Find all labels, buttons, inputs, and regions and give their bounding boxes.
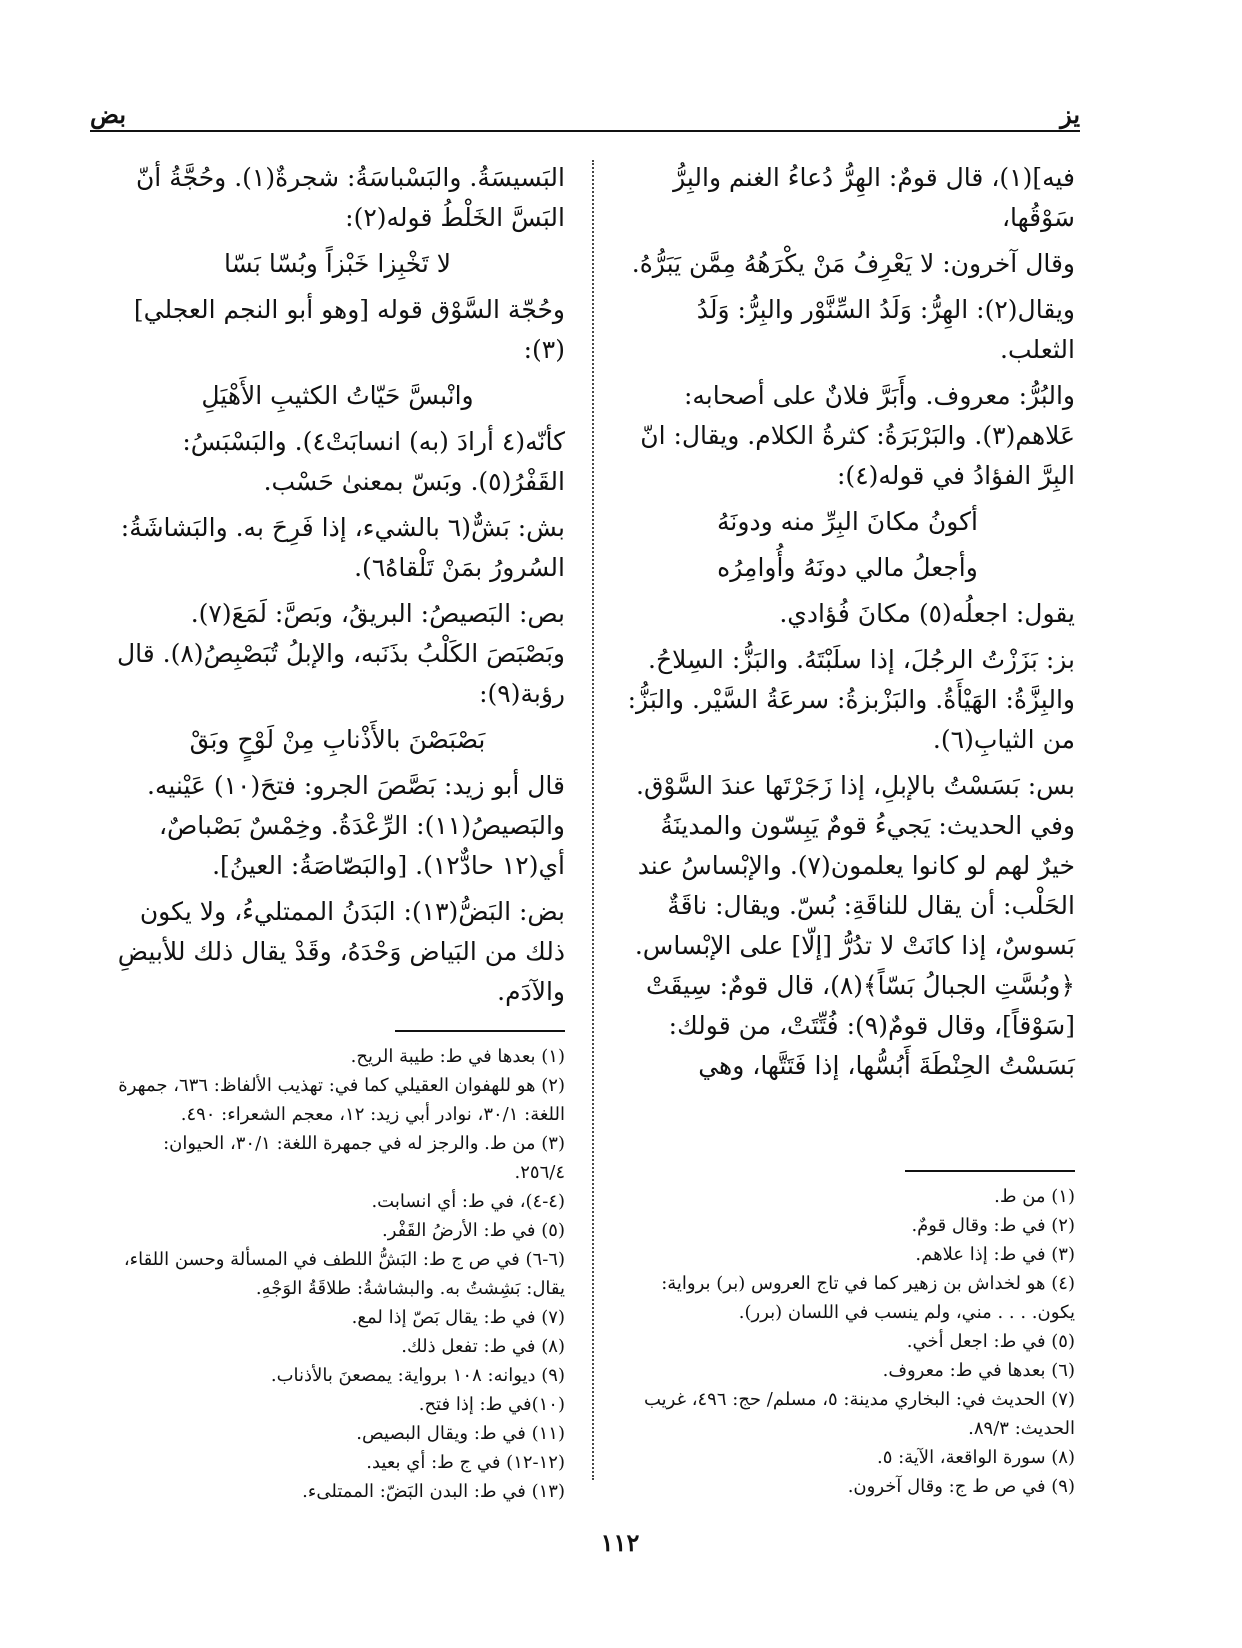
- page-number: ١١٢: [600, 1528, 640, 1557]
- verse-line: لا تَخْبِزا خَبْزاً وبُسّا بَسّا: [224, 249, 451, 278]
- verse-line: بَصْبَصْنَ بالأَذْنابِ مِنْ لَوْحٍ وبَقْ: [189, 725, 486, 754]
- left-column: [110, 158, 565, 1502]
- footnote: (١٢-١٢) في ج ط: أي بعيد.: [366, 1452, 565, 1473]
- paragraph: البَسيسَةُ. والبَسْباسَةُ: شجرةٌ(١). وحُجَّةُ أنّ البَسَّ الخَلْطُ قوله(٢):: [135, 163, 565, 232]
- running-header: [90, 100, 1080, 132]
- column-divider: [592, 160, 594, 1480]
- footnote: (٧) الحديث في: البخاري مدينة: ٥، مسلم/ حج: ٤٩٦، غريب الحديث: ٨٩/٣.: [643, 1389, 1075, 1439]
- left-column-text: [110, 158, 565, 1012]
- verse-line: أكونُ مكانَ البِرِّ منه ودونَهُ: [717, 507, 978, 536]
- footnote: (١) بعدها في ط: طيبة الريح.: [350, 1046, 565, 1067]
- paragraph: ويقال(٢): الهِرُّ: وَلَدُ السِّنَّوْر والبِرُّ: وَلَدُ الثعلب.: [696, 295, 1075, 364]
- paragraph: وقال آخرون: لا يَعْرِفُ مَنْ يكْرَهُهُ مِمَّن يَبَرُّهُ.: [631, 249, 1075, 278]
- footnote: (٥) في ط: الأرضُ القَفْر.: [381, 1220, 565, 1241]
- footnote: (٤-٤)، في ط: أي انسابت.: [371, 1191, 565, 1212]
- paragraph: يقول: اجعلُه(٥) مكانَ فُؤادي.: [779, 599, 1075, 628]
- footnote: (٣) في ط: إذا علاهم.: [915, 1244, 1075, 1265]
- footnote-rule: [905, 1170, 1075, 1172]
- header-right-word: يز: [1060, 100, 1080, 129]
- entry-bad: بض: البَضُّ(١٣): البَدَنُ الممتليءُ، ولا يكون ذلك من البَياض وَحْدَهُ، وقَدْ يقال ذلك للأبيضِ والآدَم.: [117, 897, 565, 1006]
- paragraph: والبُرُّ: معروف. وأَبَرَّ فلانٌ على أصحابه: عَلاهم(٣). والبَرْبَرَةُ: كثرةُ الكلام. ويقال: انّ البِرَّ الفؤادُ في قوله(٤):: [640, 381, 1075, 490]
- footnote: (٧) في ط: يقال بَصّ إذا لمع.: [351, 1307, 565, 1328]
- footnote: (٤) هو لخداش بن زهير كما في تاج العروس (بر) برواية: يكون. . . . مني، ولم ينسب في اللسان (برر).: [661, 1273, 1075, 1323]
- right-column-text: [620, 158, 1075, 1086]
- entry-bas: بس: بَسَسْتُ بالإبلِ، إذا زَجَرْتَها عندَ السَّوْق. وفي الحديث: يَجيءُ قومٌ يَبِسّون والمدينَةُ خيرٌ لهم لو كانوا يعلمون(٧). والإبْساسُ عند الحَلْب: أن يقال للناقَةِ: بُسّ. ويقال: ناقَةٌ بَسوسٌ، إذا كانَتْ لا تدُرُّ [إلّا] على الإبْساس. ﴿وبُسَّتِ الجبالُ بَسّاً﴾(٨)، قال قومٌ: سِيقَتْ [سَوْقاً]، وقال قومٌ(٩): فُتِّتَتْ، من قولك: بَسَسْتُ الحِنْطَةَ أَبُسُّها، إذا فَتَتَّها، وهي: [634, 771, 1075, 1080]
- left-footnotes: [110, 1042, 565, 1506]
- footnote-rule: [395, 1030, 565, 1032]
- footnote: (٩) في ص ط ج: وقال آخرون.: [847, 1476, 1075, 1497]
- right-column: [620, 158, 1075, 1497]
- footnote: (٩) ديوانه: ١٠٨ برواية: يمصعنَ بالأذناب.: [270, 1365, 565, 1386]
- footnote: (٨) في ط: تفعل ذلك.: [401, 1336, 565, 1357]
- footnote: (٥) في ط: اجعل أخي.: [906, 1331, 1075, 1352]
- entry-bash: بش: بَشٌّ(٦ بالشيء، إذا فَرِحَ به. والبَشاشَةُ: السُرورُ بمَنْ تَلْقاهُ٦).: [120, 513, 565, 582]
- paragraph: وحُجّة السَّوْق قوله [وهو أبو النجم العجلي](٣):: [133, 295, 565, 364]
- footnote: (١) من ط.: [994, 1186, 1075, 1207]
- footnote: (١٣) في ط: البدن البَضّ: الممتلىء.: [302, 1481, 565, 1502]
- footnote: (٢) هو للهفوان العقيلي كما في: تهذيب الألفاظ: ٦٣٦، جمهرة اللغة: ٣٠/١، نوادر أبي زيد: ١٢، معجم الشعراء: ٤٩٠.: [118, 1075, 565, 1125]
- entry-bas-sad: بص: البَصيصُ: البريقُ، وبَصَّ: لَمَعَ(٧). وبَصْبَصَ الكَلْبُ بذَنَبه، والإبلُ تُبَصْبِصُ(٨). قال رؤبة(٩):: [116, 599, 565, 708]
- footnote: (١١) في ط: ويقال البصيص.: [356, 1423, 565, 1444]
- right-footnotes: [620, 1182, 1075, 1501]
- header-left-word: بض: [90, 100, 127, 129]
- entry-baz: بز: بَزَزْتُ الرجُلَ، إذا سلَبْتَهُ. والبَزُّ: السِلاحُ. والبِزَّةُ: الهَيْأَةُ. والبَزْبزةُ: سرعَةُ السَّيْر. والبَزُّ: من الثيابِ(٦).: [627, 645, 1075, 754]
- footnote: (٦) بعدها في ط: معروف.: [882, 1360, 1075, 1381]
- paragraph: قال أبو زيد: بَصَّصَ الجرو: فتحَ(١٠) عَيْنيه. والبَصيصُ(١١): الرِّعْدَةُ. وخِمْسٌ بَصْباصٌ، أي(١٢ حادٌّ١٢). [والبَصّاصَةُ: العينُ].: [147, 771, 565, 880]
- verse-line: وانْبسَّ حَيّاتُ الكثيبِ الأَهْيَلِ: [201, 381, 474, 410]
- paragraph: فيه](١)، قال قومٌ: الهِرُّ دُعاءُ الغنم والبِرُّ سَوْقُها،: [673, 163, 1075, 232]
- footnote: (١٠)في ط: إذا فتح.: [418, 1394, 565, 1415]
- paragraph: كأنّه(٤ أرادَ (به) انسابَتْ٤). والبَسْبَسُ: القَفْرُ(٥). وبَسّ بمعنىٰ حَسْب.: [182, 427, 565, 496]
- footnote: (٦-٦) في ص ج ط: البَشُّ اللطف في المسألة وحسن اللقاء، يقال: بَشِشتُ به. والبشاشةُ: طلاقَةُ الوَجْهِ.: [123, 1249, 565, 1299]
- footnote: (٣) من ط. والرجز له في جمهرة اللغة: ٣٠/١، الحيوان: ٢٥٦/٤.: [163, 1133, 565, 1183]
- verse-line: وأجعلُ مالي دونَهُ وأُوامِرُه: [717, 553, 978, 582]
- footnote: (٢) في ط: وقال قومٌ.: [911, 1215, 1075, 1236]
- footnote: (٨) سورة الواقعة، الآية: ٥.: [876, 1447, 1075, 1468]
